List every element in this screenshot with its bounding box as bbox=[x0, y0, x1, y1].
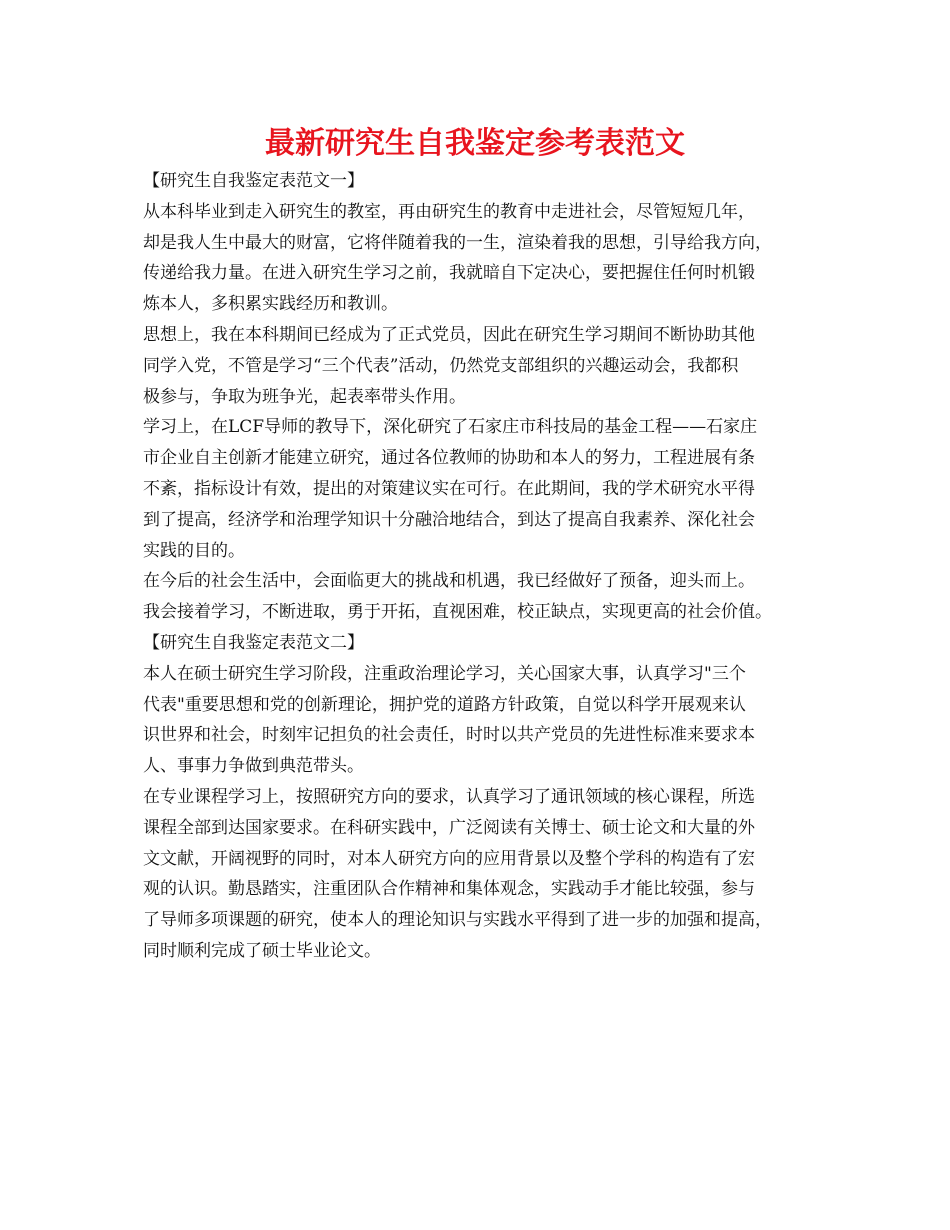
body-line: 文文献，开阔视野的同时，对本人研究方向的应用背景以及整个学科的构造有了宏 bbox=[143, 848, 755, 869]
body-line: 本人在硕士研究生学习阶段，注重政治理论学习，关心国家大事，认真学习"三个 bbox=[143, 663, 746, 684]
body-line: 到了提高，经济学和治理学知识十分融洽地结合，到达了提高自我素养、深化社会 bbox=[143, 509, 755, 530]
body-line: 同学入党，不管是学习“三个代表”活动，仍然党支部组织的兴趣运动会，我都积 bbox=[143, 355, 739, 376]
body-line: 【研究生自我鉴定表范文一】 bbox=[143, 171, 364, 191]
body-line: 学习上，在LCF导师的教导下，深化研究了石家庄市科技局的基金工程——石家庄 bbox=[143, 417, 758, 438]
body-line: 我会接着学习，不断进取，勇于开拓，直视困难，校正缺点，实现更高的社会价值。 bbox=[143, 602, 772, 623]
body-line: 极参与，争取为班争光，起表率带头作用。 bbox=[143, 386, 466, 407]
body-line: 从本科毕业到走入研究生的教室，再由研究生的教育中走进社会，尽管短短几年， bbox=[143, 201, 755, 222]
body-line: 炼本人，多积累实践经历和教训。 bbox=[143, 294, 398, 315]
document-title: 最新研究生自我鉴定参考表范文 bbox=[265, 126, 685, 161]
body-line: 思想上，我在本科期间已经成为了正式党员，因此在研究生学习期间不断协助其他 bbox=[143, 324, 755, 345]
body-line: 同时顺利完成了硕士毕业论文。 bbox=[143, 940, 381, 961]
body-line: 却是我人生中最大的财富，它将伴随着我的一生，渲染着我的思想，引导给我方向， bbox=[143, 232, 772, 253]
body-line: 【研究生自我鉴定表范文二】 bbox=[143, 632, 364, 653]
body-line: 观的认识。勤恳踏实，注重团队合作精神和集体观念，实践动手才能比较强，参与 bbox=[143, 879, 755, 900]
body-line: 市企业自主创新才能建立研究，通过各位教师的协助和本人的努力，工程进展有条 bbox=[143, 448, 755, 469]
body-line: 实践的目的。 bbox=[143, 540, 245, 561]
body-line: 在专业课程学习上，按照研究方向的要求，认真学习了通讯领域的核心课程，所选 bbox=[143, 786, 755, 807]
body-line: 人、事事力争做到典范带头。 bbox=[143, 756, 364, 777]
body-line: 在今后的社会生活中，会面临更大的挑战和机遇，我已经做好了预备，迎头而上。 bbox=[143, 571, 755, 592]
body-line: 了导师多项课题的研究，使本人的理论知识与实践水平得到了进一步的加强和提高， bbox=[143, 910, 772, 931]
body-line: 传递给我力量。在进入研究生学习之前，我就暗自下定决心，要把握住任何时机锻 bbox=[143, 263, 755, 284]
body-line: 识世界和社会，时刻牢记担负的社会责任，时时以共产党员的先进性标准来要求本 bbox=[143, 725, 755, 746]
body-line: 课程全部到达国家要求。在科研实践中，广泛阅读有关博士、硕士论文和大量的外 bbox=[143, 817, 755, 838]
body-line: 不紊，指标设计有效，提出的对策建议实在可行。在此期间，我的学术研究水平得 bbox=[143, 478, 755, 499]
document-body bbox=[143, 166, 843, 967]
body-line: 代表"重要思想和党的创新理论，拥护党的道路方针政策，自觉以科学开展观来认 bbox=[143, 694, 746, 715]
